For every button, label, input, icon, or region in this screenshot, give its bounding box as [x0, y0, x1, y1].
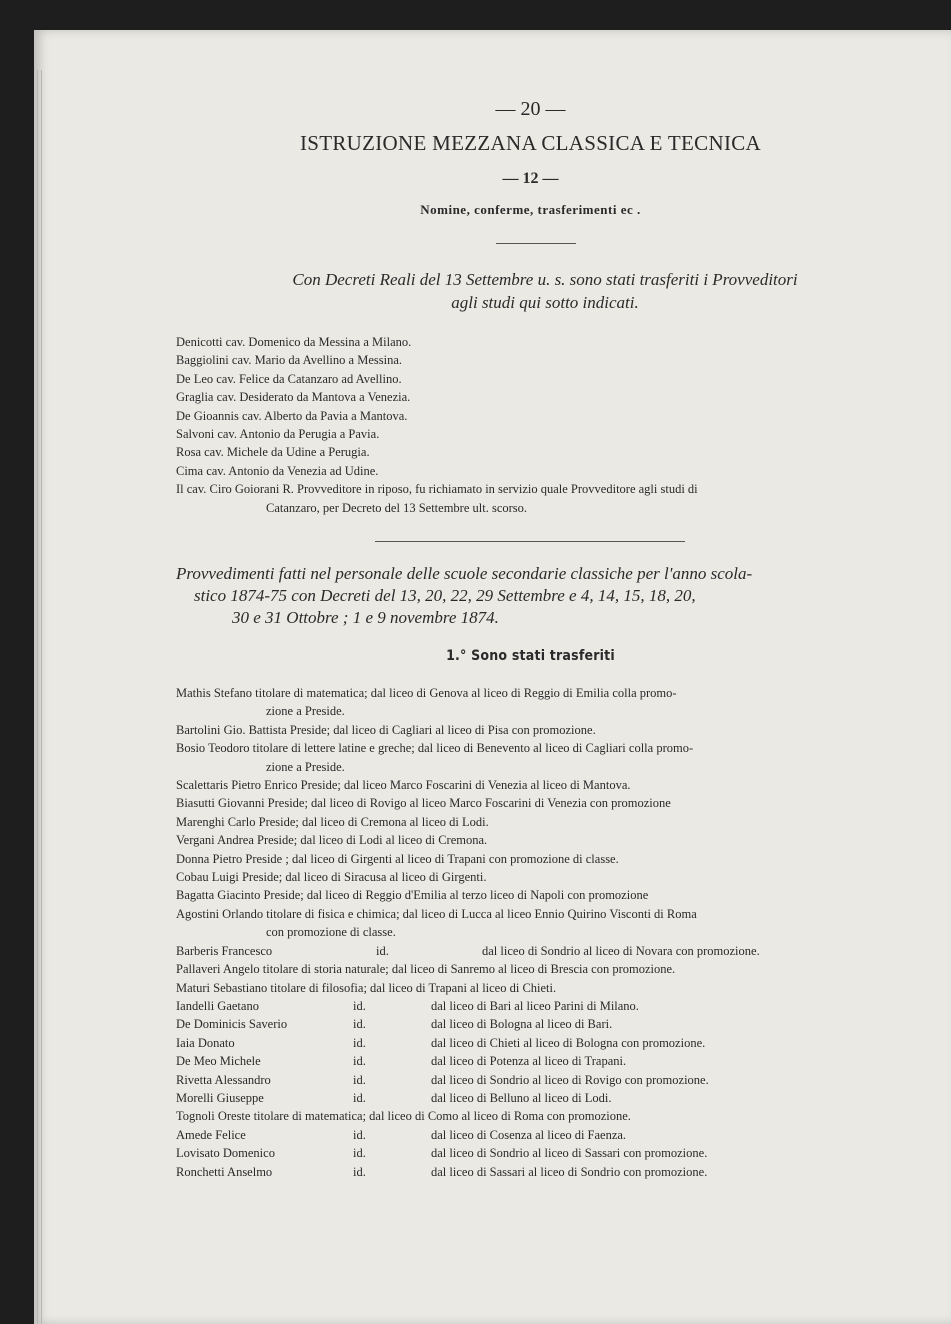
transfer-detail: dal liceo di Chieti al liceo di Bologna con promozione. — [431, 1035, 706, 1050]
idem-mark: id. — [353, 1072, 366, 1087]
list-item: Salvoni cav. Antonio da Perugia a Pavia. — [176, 427, 380, 442]
person-name: Barberis Francesco — [176, 943, 273, 958]
idem-mark: id. — [353, 1127, 366, 1142]
transfer-detail: dal liceo di Bologna al liceo di Bari. — [431, 1017, 613, 1032]
list-item: De Leo cav. Felice da Catanzaro ad Avellino. — [176, 371, 402, 386]
decree-intro — [215, 268, 875, 314]
idem-mark: id. — [353, 1054, 366, 1069]
measures-intro-line: 30 e 31 Ottobre ; 1 e 9 novembre 1874. — [232, 608, 499, 627]
list-item: Baggiolini cav. Mario da Avellino a Messina. — [176, 353, 402, 368]
idem-mark: id. — [376, 943, 389, 958]
list-item — [176, 1089, 886, 1107]
list-item — [176, 1015, 886, 1033]
section-title: ISTRUZIONE MEZZANA CLASSICA E TECNICA — [299, 131, 762, 155]
provveditori-list — [176, 333, 888, 517]
decree-intro-line: agli studi qui sotto indicati. — [451, 293, 639, 312]
list-item-continuation: zione a Preside. — [266, 759, 345, 774]
transfer-detail: dal liceo di Belluno al liceo di Lodi. — [431, 1090, 612, 1105]
list-item — [176, 1163, 886, 1181]
list-item — [176, 997, 886, 1015]
list-item: Biasutti Giovanni Preside; dal liceo di Rovigo al liceo Marco Foscarini di Venezia con promozione — [176, 796, 671, 811]
section-heading: 1.° Sono stati trasferiti — [446, 648, 615, 664]
list-item — [176, 1071, 886, 1089]
idem-mark: id. — [353, 1017, 366, 1032]
idem-mark: id. — [353, 1035, 366, 1050]
transfer-detail: dal liceo di Sondrio al liceo di Novara con promozione. — [482, 943, 760, 958]
recall-line: Catanzaro, per Decreto del 13 Settembre ult. scorso. — [266, 500, 528, 515]
list-item: Scalettaris Pietro Enrico Preside; dal liceo Marco Foscarini di Venezia al liceo di Mantova. — [176, 778, 631, 793]
list-item-continuation: zione a Preside. — [266, 704, 345, 719]
transfer-detail: dal liceo di Sassari al liceo di Sondrio con promozione. — [431, 1164, 708, 1179]
list-item-continuation: con promozione di classe. — [266, 925, 396, 940]
idem-mark: id. — [353, 1164, 366, 1179]
transfer-detail: dal liceo di Bari al liceo Parini di Milano. — [431, 998, 639, 1013]
list-item — [176, 1144, 886, 1162]
person-name: De Dominicis Saverio — [176, 1017, 288, 1032]
measures-intro-line: stico 1874-75 con Decreti del 13, 20, 22, 29 Settembre e 4, 14, 15, 18, 20, — [194, 586, 696, 605]
person-name: De Meo Michele — [176, 1054, 261, 1069]
page-number: — 20 — — [495, 98, 566, 120]
list-item: Mathis Stefano titolare di matematica; dal liceo di Genova al liceo di Reggio di Emilia colla promo- — [176, 686, 677, 700]
transfer-detail: dal liceo di Cosenza al liceo di Faenza. — [431, 1127, 627, 1142]
divider — [496, 243, 576, 244]
recall-entry — [176, 480, 888, 517]
person-name: Iandelli Gaetano — [176, 998, 259, 1013]
list-item — [176, 942, 886, 960]
list-item: De Gioannis cav. Alberto da Pavia a Mantova. — [176, 408, 408, 423]
list-item — [176, 1126, 886, 1144]
list-item: Bosio Teodoro titolare di lettere latine e greche; dal liceo di Benevento al liceo di Cagliari colla promo- — [176, 741, 694, 756]
article-number: — 12 — — [502, 170, 559, 187]
list-item: Cima cav. Antonio da Venezia ad Udine. — [176, 463, 379, 478]
person-name: Lovisato Domenico — [176, 1146, 275, 1161]
divider — [375, 541, 685, 542]
list-item: Bagatta Giacinto Preside; dal liceo di Reggio d'Emilia al terzo liceo di Napoli con promozione — [176, 888, 649, 903]
person-name: Amede Felice — [176, 1127, 246, 1142]
idem-mark: id. — [353, 1090, 366, 1105]
transfer-detail: dal liceo di Potenza al liceo di Trapani. — [431, 1054, 627, 1069]
article-subtitle: Nomine, conferme, trasferimenti ec . — [420, 202, 641, 217]
decree-intro-line: Con Decreti Reali del 13 Settembre u. s. sono stati trasferiti i Provveditori — [292, 270, 798, 289]
transfers-list — [176, 684, 886, 1181]
list-item: Vergani Andrea Preside; dal liceo di Lodi al liceo di Cremona. — [176, 833, 488, 848]
list-item: Marenghi Carlo Preside; dal liceo di Cremona al liceo di Lodi. — [176, 814, 489, 829]
list-item — [176, 1034, 886, 1052]
person-name: Morelli Giuseppe — [176, 1090, 264, 1105]
person-name: Rivetta Alessandro — [176, 1072, 271, 1087]
list-item: Graglia cav. Desiderato da Mantova a Venezia. — [176, 390, 411, 405]
list-item — [176, 1052, 886, 1070]
transfer-detail: dal liceo di Sondrio al liceo di Sassari con promozione. — [431, 1146, 708, 1161]
list-item: Cobau Luigi Preside; dal liceo di Siracusa al liceo di Girgenti. — [176, 870, 487, 885]
list-item: Tognoli Oreste titolare di matematica; dal liceo di Como al liceo di Roma con promozione. — [176, 1109, 631, 1124]
list-item: Agostini Orlando titolare di fisica e chimica; dal liceo di Lucca al liceo Ennio Quirino Visconti di Roma — [176, 906, 697, 921]
list-item: Bartolini Gio. Battista Preside; dal liceo di Cagliari al liceo di Pisa con promozione. — [176, 722, 596, 737]
list-item: Rosa cav. Michele da Udine a Perugia. — [176, 445, 370, 460]
person-name: Iaia Donato — [176, 1035, 235, 1050]
list-item: Pallaveri Angelo titolare di storia naturale; dal liceo di Sanremo al liceo di Brescia con promozione. — [176, 962, 676, 977]
person-name: Ronchetti Anselmo — [176, 1164, 273, 1179]
recall-line: Il cav. Ciro Goiorani R. Provveditore in riposo, fu richiamato in servizio quale Provveditore agli studi di — [176, 482, 698, 497]
measures-intro-line: Provvedimenti fatti nel personale delle scuole secondarie classiche per l'anno scola- — [176, 564, 753, 583]
idem-mark: id. — [353, 998, 366, 1013]
transfer-detail: dal liceo di Sondrio al liceo di Rovigo con promozione. — [431, 1072, 709, 1087]
list-item: Donna Pietro Preside ; dal liceo di Girgenti al liceo di Trapani con promozione di classe. — [176, 851, 619, 866]
idem-mark: id. — [353, 1146, 366, 1161]
list-item: Maturi Sebastiano titolare di filosofia; dal liceo di Trapani al liceo di Chieti. — [176, 980, 557, 995]
list-item: Denicotti cav. Domenico da Messina a Milano. — [176, 335, 412, 349]
measures-intro — [176, 563, 888, 629]
